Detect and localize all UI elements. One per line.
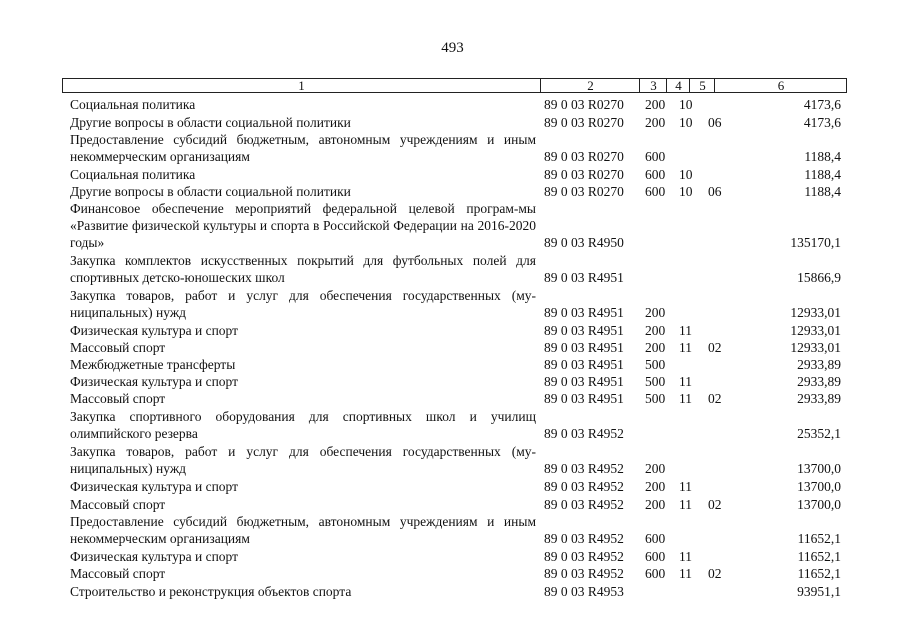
row-name: Массовый спорт bbox=[70, 566, 166, 581]
row-section: 10 bbox=[679, 167, 693, 182]
row-code: 89 0 03 R4952 bbox=[544, 497, 624, 512]
row-name: Социальная политика bbox=[70, 97, 196, 112]
row-expense-type: 200 bbox=[645, 115, 666, 130]
row-code: 89 0 03 R4952 bbox=[544, 479, 624, 494]
row-section: 10 bbox=[679, 115, 693, 130]
row-amount: 1188,4 bbox=[804, 149, 841, 165]
row-amount: 93951,1 bbox=[797, 584, 841, 599]
header-col-5: 5 bbox=[689, 79, 715, 92]
row-expense-type: 500 bbox=[645, 374, 666, 389]
row-subsection: 02 bbox=[708, 340, 722, 355]
header-col-4: 4 bbox=[666, 79, 690, 92]
row-code: 89 0 03 R4951 bbox=[544, 357, 624, 372]
row-code: 89 0 03 R4952 bbox=[544, 426, 624, 442]
row-name: Физическая культура и спорт bbox=[70, 549, 239, 564]
row-amount: 12933,01 bbox=[790, 305, 841, 321]
row-name: Физическая культура и спорт bbox=[70, 323, 239, 338]
header-col-3: 3 bbox=[639, 79, 667, 92]
row-name: Закупка спортивного оборудования для спортивных школ и училищ олимпийского резерва bbox=[70, 409, 536, 442]
row-amount: 135170,1 bbox=[790, 235, 841, 251]
row-section: 11 bbox=[679, 549, 692, 564]
row-name: Физическая культура и спорт bbox=[70, 479, 239, 494]
row-expense-type: 200 bbox=[645, 497, 666, 512]
row-name: Другие вопросы в области социальной политики bbox=[70, 184, 351, 199]
row-code: 89 0 03 R0270 bbox=[544, 149, 624, 165]
row-subsection: 06 bbox=[708, 115, 722, 130]
row-amount: 1188,4 bbox=[804, 167, 841, 182]
row-amount: 11652,1 bbox=[797, 531, 841, 547]
row-amount: 13700,0 bbox=[797, 497, 841, 512]
row-name: Массовый спорт bbox=[70, 497, 166, 512]
row-name: Социальная политика bbox=[70, 167, 196, 182]
row-expense-type: 600 bbox=[645, 149, 666, 165]
row-section: 11 bbox=[679, 340, 692, 355]
row-amount: 15866,9 bbox=[797, 270, 841, 286]
row-expense-type: 600 bbox=[645, 531, 666, 547]
row-name: Закупка комплектов искусственных покрытий для футбольных полей для спортивных детско-юношеских школ bbox=[70, 253, 536, 286]
row-amount: 12933,01 bbox=[790, 323, 841, 338]
row-expense-type: 500 bbox=[645, 391, 666, 406]
row-amount: 2933,89 bbox=[797, 391, 841, 406]
row-name: Межбюджетные трансферты bbox=[70, 357, 236, 372]
row-expense-type: 600 bbox=[645, 566, 666, 581]
row-name: Другие вопросы в области социальной политики bbox=[70, 115, 351, 130]
row-expense-type: 200 bbox=[645, 305, 666, 321]
row-code: 89 0 03 R4951 bbox=[544, 305, 624, 321]
row-name: Закупка товаров, работ и услуг для обеспечения государственных (му-ниципальных) нужд bbox=[70, 444, 536, 477]
row-code: 89 0 03 R4952 bbox=[544, 566, 624, 581]
header-col-1: 1 bbox=[298, 78, 305, 93]
row-amount: 25352,1 bbox=[797, 426, 841, 442]
row-amount: 11652,1 bbox=[797, 549, 841, 564]
header-col-6: 6 bbox=[714, 79, 847, 92]
row-code: 89 0 03 R4951 bbox=[544, 270, 624, 286]
row-name: Предоставление субсидий бюджетным, автономным учреждениям и иным некоммерческим организациям bbox=[70, 132, 536, 165]
row-name: Строительство и реконструкция объектов спорта bbox=[70, 584, 352, 599]
row-code: 89 0 03 R4952 bbox=[544, 531, 624, 547]
header-col-2: 2 bbox=[540, 79, 640, 92]
row-name: Финансовое обеспечение мероприятий федеральной целевой програм-мы «Развитие физической культуры и спорта в Российской Федерации на 2016-2020 годы» bbox=[70, 201, 536, 251]
row-amount: 1188,4 bbox=[804, 184, 841, 199]
row-expense-type: 200 bbox=[645, 479, 666, 494]
row-code: 89 0 03 R4951 bbox=[544, 323, 624, 338]
row-amount: 2933,89 bbox=[797, 357, 841, 372]
row-subsection: 02 bbox=[708, 566, 722, 581]
row-code: 89 0 03 R4951 bbox=[544, 340, 624, 355]
row-amount: 12933,01 bbox=[790, 340, 841, 355]
row-section: 11 bbox=[679, 391, 692, 406]
row-code: 89 0 03 R0270 bbox=[544, 167, 624, 182]
row-expense-type: 200 bbox=[645, 340, 666, 355]
row-section: 11 bbox=[679, 479, 692, 494]
row-name: Массовый спорт bbox=[70, 340, 166, 355]
row-expense-type: 600 bbox=[645, 184, 666, 199]
row-section: 10 bbox=[679, 97, 693, 112]
row-name: Массовый спорт bbox=[70, 391, 166, 406]
row-amount: 4173,6 bbox=[803, 97, 841, 112]
row-expense-type: 500 bbox=[645, 357, 666, 372]
row-expense-type: 600 bbox=[645, 549, 666, 564]
row-subsection: 02 bbox=[708, 497, 722, 512]
row-section: 10 bbox=[679, 184, 693, 199]
row-expense-type: 200 bbox=[645, 323, 666, 338]
row-code: 89 0 03 R4951 bbox=[544, 374, 624, 389]
page-number: 493 bbox=[441, 40, 464, 56]
row-name: Предоставление субсидий бюджетным, автономным учреждениям и иным некоммерческим организациям bbox=[70, 514, 536, 547]
table-header bbox=[62, 78, 847, 93]
row-name: Физическая культура и спорт bbox=[70, 374, 239, 389]
row-expense-type: 600 bbox=[645, 167, 666, 182]
row-code: 89 0 03 R0270 bbox=[544, 115, 624, 130]
row-subsection: 06 bbox=[708, 184, 722, 199]
row-amount: 13700,0 bbox=[797, 461, 841, 477]
row-subsection: 02 bbox=[708, 391, 722, 406]
row-amount: 2933,89 bbox=[797, 374, 841, 389]
row-code: 89 0 03 R0270 bbox=[544, 97, 624, 112]
row-section: 11 bbox=[679, 497, 692, 512]
row-name: Закупка товаров, работ и услуг для обеспечения государственных (му-ниципальных) нужд bbox=[70, 288, 536, 321]
row-code: 89 0 03 R4953 bbox=[544, 584, 624, 599]
row-section: 11 bbox=[679, 374, 692, 389]
row-section: 11 bbox=[679, 566, 692, 581]
row-amount: 11652,1 bbox=[797, 566, 841, 581]
row-section: 11 bbox=[679, 323, 692, 338]
row-expense-type: 200 bbox=[645, 461, 666, 477]
row-expense-type: 200 bbox=[645, 97, 666, 112]
row-code: 89 0 03 R4950 bbox=[544, 235, 624, 251]
row-code: 89 0 03 R4951 bbox=[544, 391, 624, 406]
row-code: 89 0 03 R4952 bbox=[544, 549, 624, 564]
row-code: 89 0 03 R0270 bbox=[544, 184, 624, 199]
row-amount: 13700,0 bbox=[797, 479, 841, 494]
row-code: 89 0 03 R4952 bbox=[544, 461, 624, 477]
row-amount: 4173,6 bbox=[803, 115, 841, 130]
